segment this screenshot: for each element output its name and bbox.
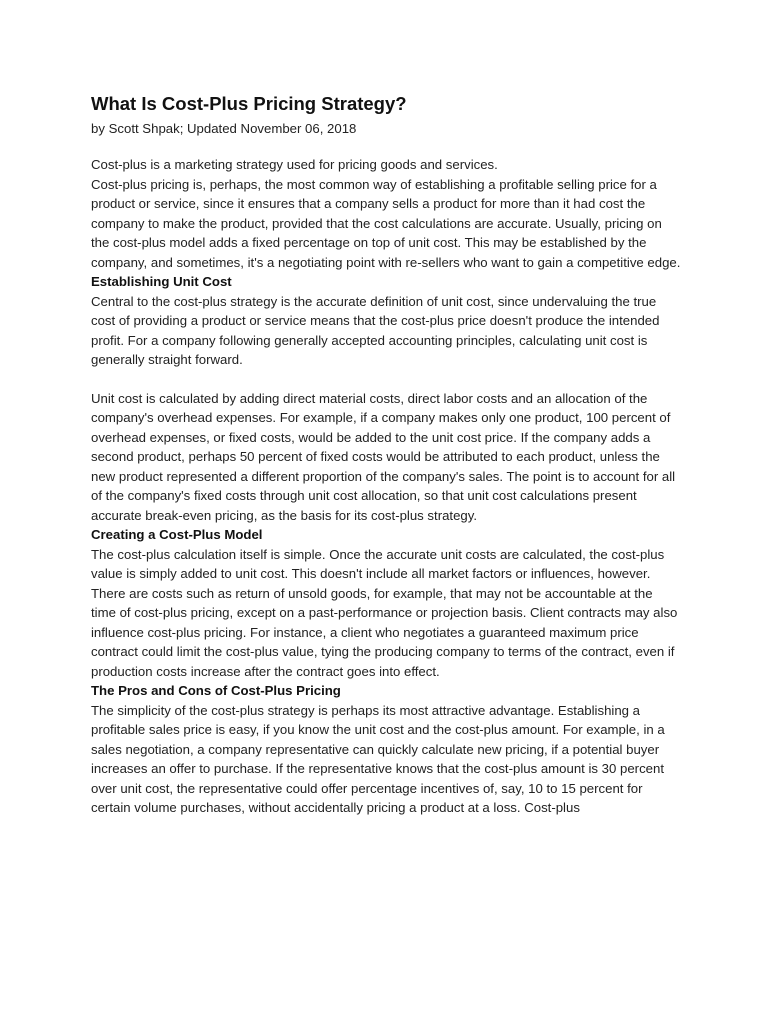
- intro-paragraph: Cost-plus is a marketing strategy used for pricing goods and services.: [91, 157, 498, 172]
- body-paragraph: Unit cost is calculated by adding direct material costs, direct labor costs and an allocation of the company's overhead expenses. For example, if a company makes only one product, 100 percent of overhead expenses, or fixed costs, would be added to the unit cost price. If the company adds a second product, perhaps 50 percent of fixed costs would be attributed to each product, unless the new product represented a different proportion of the company's sales. The point is to account for all of the company's fixed costs through unit cost allocation, so that unit cost calculations present accurate break-even pricing, as the basis for its cost-plus strategy.: [91, 390, 676, 523]
- body-paragraph: Central to the cost-plus strategy is the accurate definition of unit cost, since undervaluing the true cost of providing a product or service means that the cost-plus price doesn't produce the intended profit. For a company following generally accepted accounting principles, calculating unit cost is generally straight forward.: [91, 293, 660, 367]
- article-title: What Is Cost-Plus Pricing Strategy?: [91, 93, 407, 114]
- section-heading-pros-cons: The Pros and Cons of Cost-Plus Pricing: [91, 683, 341, 698]
- article: [91, 92, 681, 818]
- intro-paragraph: Cost-plus pricing is, perhaps, the most common way of establishing a profitable selling price for a product or service, since it ensures that a company sells a product for more than it had cost the company to make the product, provided that the cost calculations are accurate. Usually, pricing on the cost-plus model adds a fixed percentage on top of unit cost. This may be established by the company, and sometimes, it's a negotiating point with re-sellers who want to gain a competitive edge.: [91, 176, 681, 270]
- article-byline: by Scott Shpak; Updated November 06, 2018: [91, 121, 357, 136]
- section-heading-unit-cost: Establishing Unit Cost: [91, 274, 232, 289]
- body-paragraph: The cost-plus calculation itself is simple. Once the accurate unit costs are calculated, the cost-plus value is simply added to unit cost. This doesn't include all market factors or influences, however. There are costs such as return of unsold goods, for example, that may not be accountable at the time of cost-plus pricing, except on a past-performance or projection basis. Client contracts may also influence cost-plus pricing. For instance, a client who negotiates a guaranteed maximum price contract could limit the cost-plus value, tying the producing company to terms of the contract, even if production costs increase after the contract goes into effect.: [91, 546, 678, 679]
- section-heading-cost-plus-model: Creating a Cost-Plus Model: [91, 527, 263, 542]
- body-paragraph: The simplicity of the cost-plus strategy is perhaps its most attractive advantage. Establishing a profitable sales price is easy, if you know the unit cost and the cost-plus amount. For example, in a sales negotiation, a company representative can quickly calculate new pricing, if a potential buyer increases an offer to purchase. If the representative knows that the cost-plus amount is 30 percent over unit cost, the representative could offer percentage incentives of, say, 10 to 15 percent for certain volume purchases, without accidentally pricing a product at a loss. Cost-plus: [91, 702, 665, 815]
